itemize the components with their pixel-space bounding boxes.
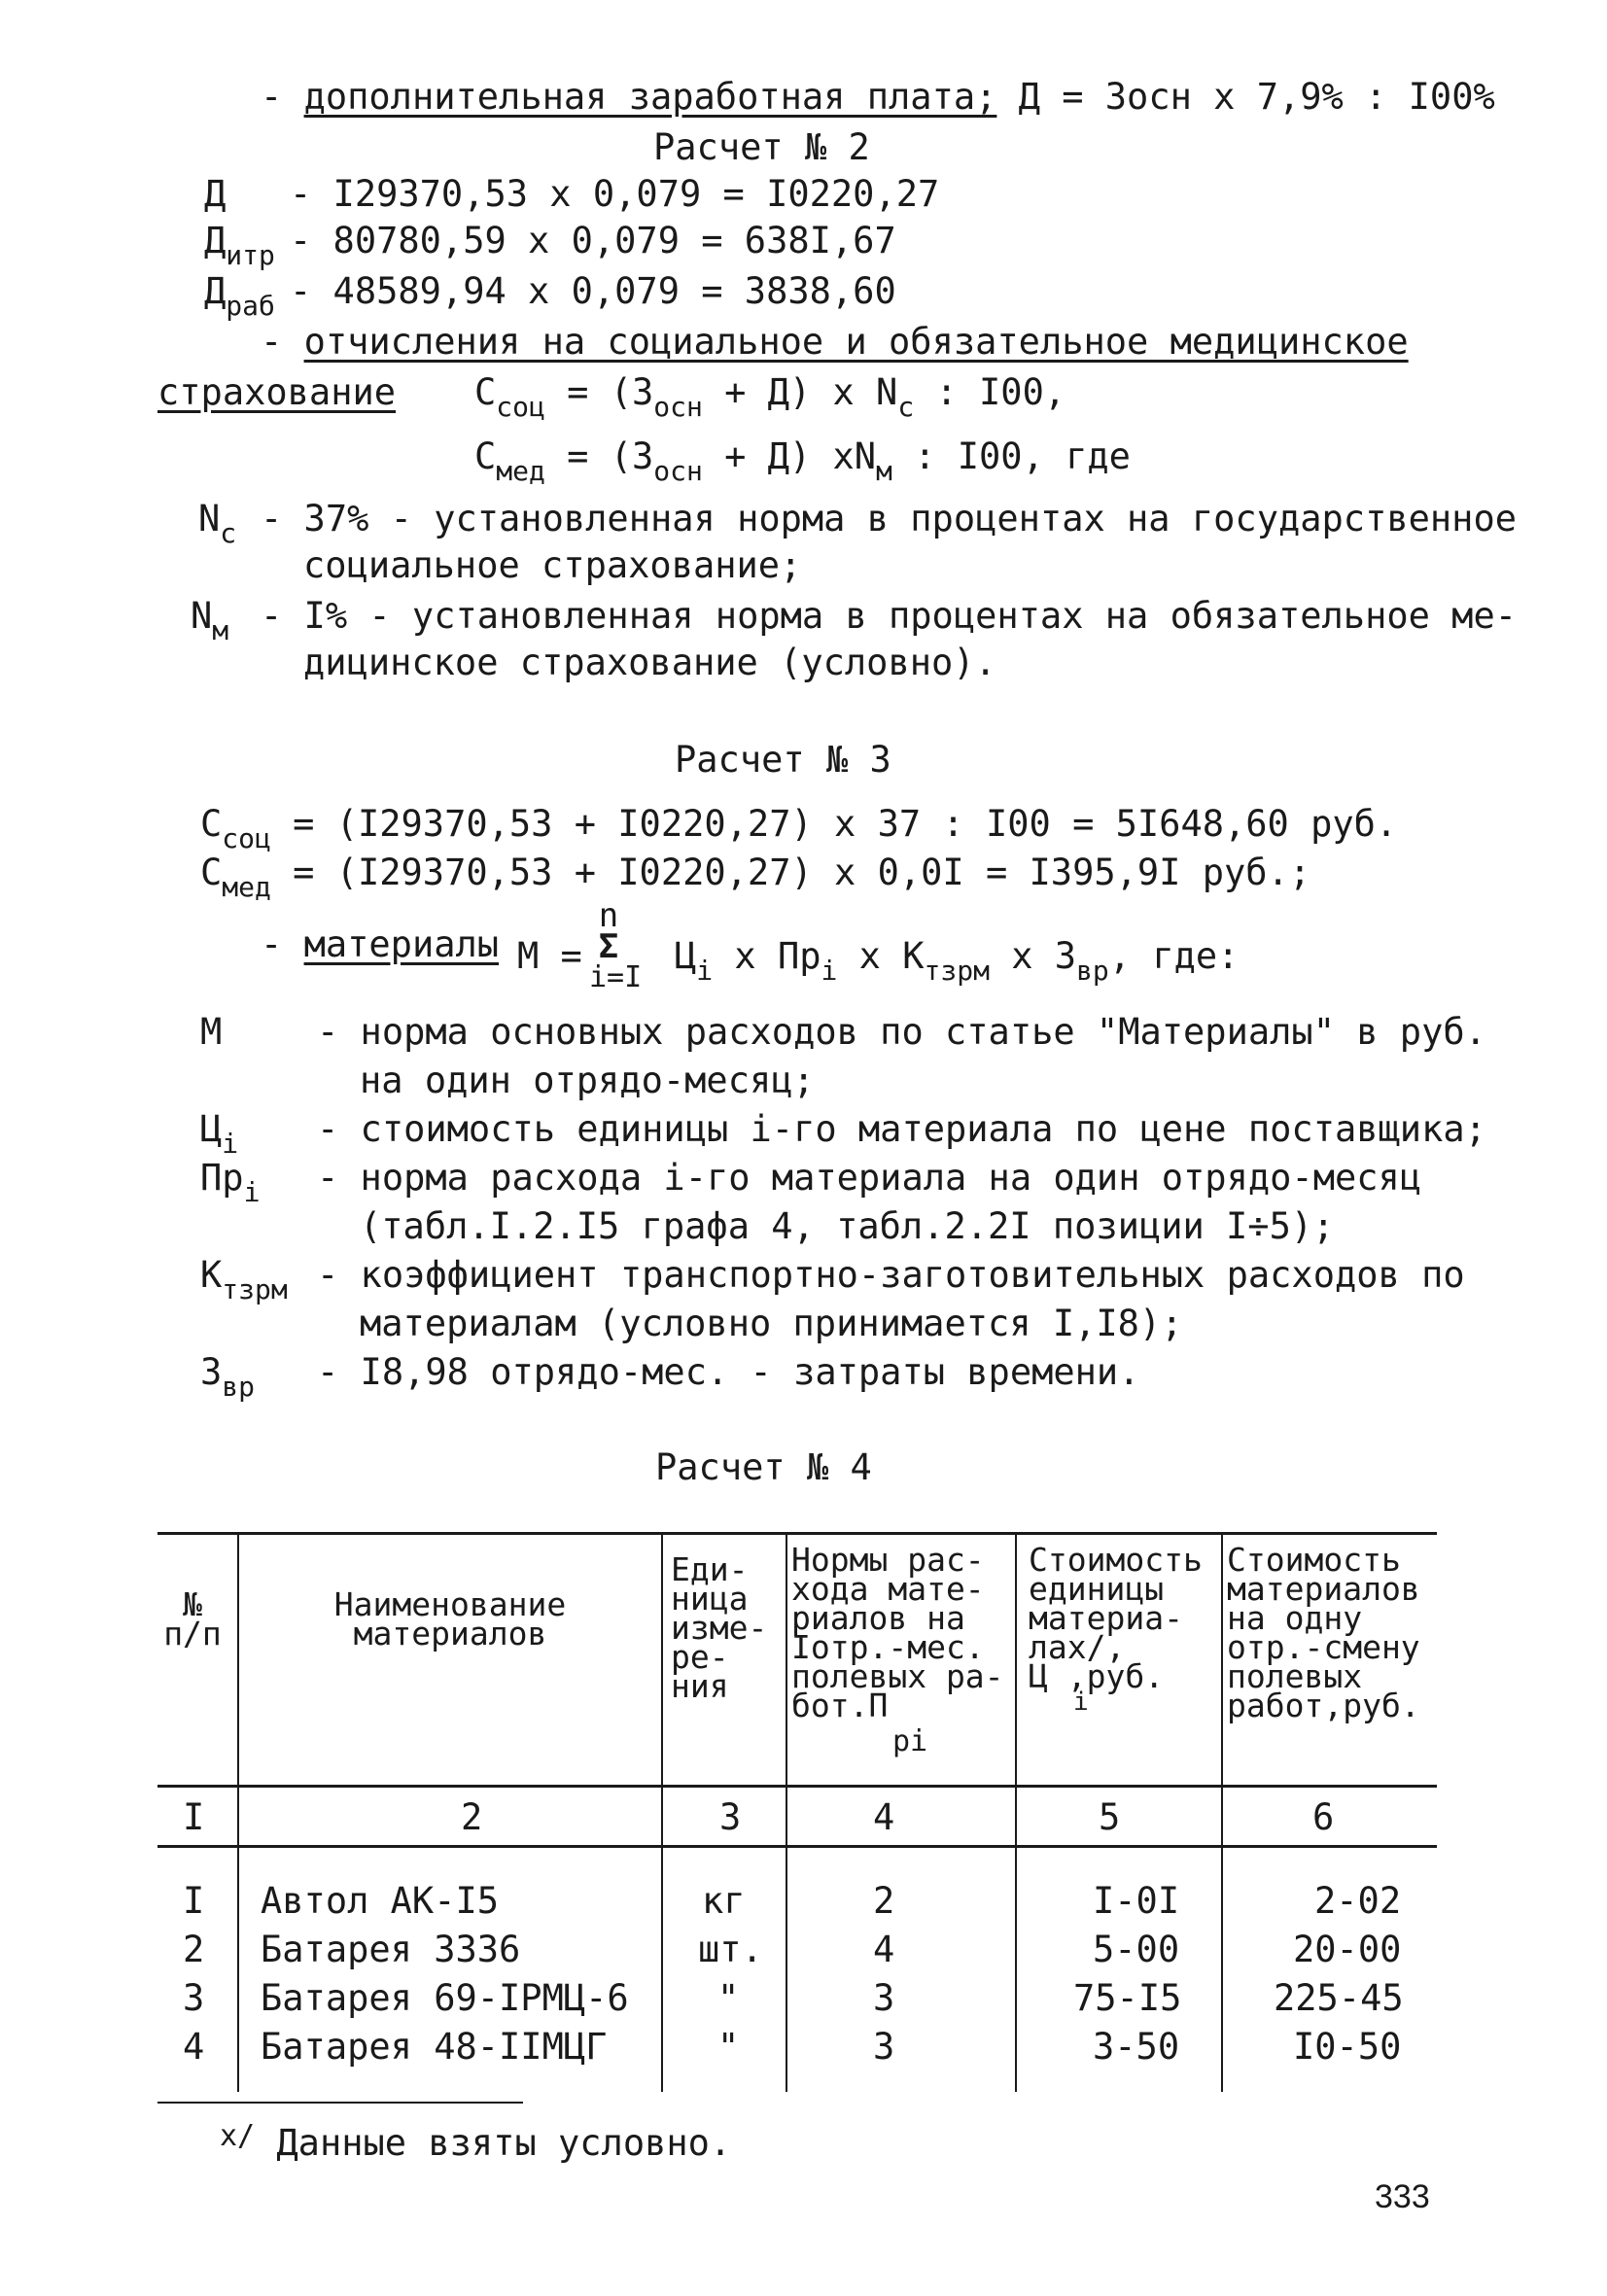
cell-num: 2 [183, 1929, 205, 1970]
sym: З [200, 1351, 223, 1393]
rhs: : I00, [935, 371, 1066, 413]
nm-line-1: - I% - установленная норма в процентах на обязательное ме- [261, 595, 1518, 637]
sym: Пр [200, 1157, 244, 1199]
table-col-divider [1221, 1532, 1223, 2092]
cell-norm: 2 [873, 1880, 895, 1922]
lhs: С [474, 371, 497, 413]
cell-material-cost: 225-45 [1274, 1977, 1404, 2019]
table-rule-numbers-bottom [157, 1845, 1437, 1848]
sym-sub: вр [222, 1371, 255, 1403]
cell-unit: шт. [698, 1929, 763, 1970]
header-sub: pi [892, 1724, 928, 1758]
col-number: 2 [461, 1796, 483, 1838]
header-sub: i [1073, 1687, 1089, 1717]
rhs: + Д) х N [724, 371, 898, 413]
nm-line-2: дицинское страхование (условно). [303, 642, 996, 683]
calc3-title: Расчет № 3 [675, 739, 891, 781]
cell-norm: 3 [873, 1977, 895, 2019]
sum-sym: Σ [598, 927, 619, 966]
def-pr-line-1: - норма расхода i-го материала на один отрядо-месяц [317, 1157, 1422, 1199]
sym: N [191, 595, 213, 637]
formula-soc [474, 371, 1066, 429]
expr: = (I29370,53 + I0220,27) х 0,0I = I395,9I руб.; [293, 852, 1311, 893]
cell-material-cost: 20-00 [1293, 1929, 1402, 1970]
sym-sub: мед [222, 871, 271, 903]
nm-symbol [191, 595, 228, 652]
sym: Ц [200, 1108, 223, 1150]
def-pr-line-2: (табл.I.2.I5 графа 4, табл.2.2I позиции I÷5); [360, 1205, 1335, 1247]
footnote-rule [157, 2102, 523, 2104]
def-k-line-2: материалам (условно принимается I,I8); [360, 1303, 1183, 1344]
cell-unit-cost: 75-I5 [1073, 1977, 1182, 2019]
nc-symbol [198, 498, 236, 555]
f: х К [858, 935, 925, 977]
cell-name: Батарея 69-IРМЦ-6 [261, 1977, 629, 2019]
calc2-row-sym [204, 270, 290, 328]
table-col-divider [661, 1532, 663, 2092]
cell-unit-cost: 3-50 [1093, 2026, 1180, 2068]
footnote-text: Данные взяты условно. [276, 2122, 732, 2164]
col-number: 4 [873, 1796, 895, 1838]
sym: С [200, 803, 223, 845]
header-text: Стоимость единицы материа- лаx/, Ц ,руб. [1029, 1541, 1203, 1695]
def-k-line-1: - коэффициент транспортно-заготовительных расходов по [317, 1254, 1465, 1296]
header-text: Нормы рас- хода мате- риалов на Iотр.-мес. полевых ра- бот.П [791, 1541, 1004, 1724]
def-c-line-1: - стоимость единицы i-го материала по цене поставщика; [317, 1108, 1486, 1150]
sym: К [200, 1254, 223, 1296]
nc-line-2: социальное страхование; [303, 544, 802, 586]
sym-sub: с [220, 517, 237, 549]
table-header-unit-cost [1029, 1541, 1203, 1717]
section-a-line [261, 76, 1495, 119]
table-rule-header-bottom [157, 1785, 1437, 1788]
def-m-line-2: на один отрядо-месяц; [360, 1060, 815, 1101]
table-header-unit: Еди- ница изме- ре- ния [671, 1550, 768, 1705]
cell-name: Батарея 3336 [261, 1929, 521, 1970]
sum-top: n [598, 896, 619, 935]
cell-norm: 3 [873, 2026, 895, 2068]
calc2-row-1 [204, 173, 939, 216]
table-col-divider [1015, 1532, 1017, 2092]
lhs-sub: мед [496, 455, 545, 487]
calc2-row-sym: Д [204, 173, 227, 215]
f: х Пр [734, 935, 821, 977]
rhs-sub: с [897, 391, 915, 423]
sym-sub: соц [222, 822, 271, 854]
dash: - [261, 321, 283, 363]
table-header-name: Наименование материалов [333, 1585, 567, 1652]
cell-material-cost: I0-50 [1293, 2026, 1402, 2068]
lhs: С [474, 435, 497, 477]
cell-unit: кг [702, 1880, 746, 1922]
rhs: + Д) хN [724, 435, 877, 477]
rhs: = (З [567, 435, 654, 477]
def-z-line-1: - I8,98 отрядо-мес. - затраты времени. [317, 1351, 1140, 1393]
col-number: I [183, 1796, 205, 1838]
sym: N [198, 498, 221, 539]
dash: - [261, 76, 283, 118]
cell-unit-cost: I-0I [1093, 1880, 1180, 1922]
def-z-sym [200, 1351, 255, 1409]
calc2-row-expr: - 80780,59 х 0,079 = 638I,67 [290, 220, 896, 261]
f-sub: i [821, 955, 838, 987]
calc2-row-sym [204, 220, 290, 277]
cell-num: 4 [183, 2026, 205, 2068]
summation [589, 896, 643, 994]
sym-sub: итр [226, 239, 275, 271]
cell-unit: " [717, 1977, 740, 2019]
cell-name: Батарея 48-IIМЦГ [261, 2026, 608, 2068]
f: х З [1011, 935, 1077, 977]
section-a-title: дополнительная заработная плата; [303, 76, 997, 118]
cell-num: I [183, 1880, 205, 1922]
col-number: 3 [719, 1796, 742, 1838]
rhs-sub: м [876, 455, 892, 487]
cell-norm: 4 [873, 1929, 895, 1970]
f-sub: тзрм [924, 955, 990, 987]
calc4-title: Расчет № 4 [655, 1446, 872, 1488]
sum-bot: i=I [589, 960, 643, 994]
cell-material-cost: 2-02 [1314, 1880, 1402, 1922]
rhs-sub: осн [653, 391, 703, 423]
table-header-num: № п/п [163, 1585, 222, 1652]
f: , где: [1108, 935, 1240, 977]
def-m-sym: М [200, 1011, 223, 1053]
f-sub: i [696, 955, 714, 987]
sym: Д [204, 270, 227, 312]
materials-formula-rest [675, 935, 1239, 992]
calc2-row-3 [204, 270, 896, 328]
sym-sub: м [212, 614, 229, 646]
sym-sub: тзрм [222, 1273, 288, 1305]
sym: Д [204, 220, 227, 261]
table-header-norms [791, 1541, 1004, 1758]
sym-sub: i [222, 1128, 239, 1160]
table-col-divider [237, 1532, 239, 2092]
page-number: 333 [1375, 2178, 1430, 2215]
def-m-line-1: - норма основных расходов по статье "Материалы" в руб. [317, 1011, 1486, 1053]
expr: = (I29370,53 + I0220,27) х 37 : I00 = 5I648,60 руб. [293, 803, 1398, 845]
sym: С [200, 852, 223, 893]
calc2-title: Расчет № 2 [653, 126, 870, 168]
cell-unit-cost: 5-00 [1093, 1929, 1180, 1970]
materials-label [261, 923, 499, 966]
cell-num: 3 [183, 1977, 205, 2019]
section-b-title: отчисления на социальное и обязательное медицинское [303, 321, 1409, 363]
sym-sub: i [243, 1176, 261, 1208]
sym-sub: раб [226, 290, 275, 322]
table-header-material-cost: Стоимость материалов на одну отр.-смену полевых работ,руб. [1227, 1541, 1420, 1724]
materials-formula-m: М = [517, 935, 582, 977]
footnote-mark: x/ [220, 2119, 256, 2153]
col-number: 5 [1099, 1796, 1121, 1838]
lhs-sub: соц [496, 391, 545, 423]
section-a-formula: Д = Зосн х 7,9% : I00% [1018, 76, 1495, 118]
nc-line-1: - 37% - установленная норма в процентах на государственное [261, 498, 1518, 539]
calc2-row-2 [204, 220, 896, 277]
f-sub: вр [1076, 955, 1109, 987]
formula-med [474, 435, 1131, 493]
calc2-row-expr: - I29370,53 х 0,079 = I0220,27 [290, 173, 940, 215]
rhs-sub: осн [653, 455, 703, 487]
f: Ц [675, 935, 697, 977]
footnote [220, 2115, 731, 2165]
rhs: : I00, где [914, 435, 1131, 477]
table-rule-top [157, 1532, 1437, 1535]
table-col-divider [786, 1532, 787, 2092]
section-b-title-2: страхование [157, 371, 397, 413]
cell-unit: " [717, 2026, 740, 2068]
cell-name: Автол АК-I5 [261, 1880, 500, 1922]
col-number: 6 [1312, 1796, 1335, 1838]
calc2-row-expr: - 48589,94 х 0,079 = 3838,60 [290, 270, 896, 312]
def-pr-sym [200, 1157, 260, 1214]
def-k-sym [200, 1254, 288, 1311]
materials-title: материалы [303, 923, 500, 965]
section-b-line [261, 321, 1409, 364]
dash: - [261, 923, 283, 965]
calc3-line-2 [200, 852, 1310, 909]
rhs: = (З [567, 371, 654, 413]
